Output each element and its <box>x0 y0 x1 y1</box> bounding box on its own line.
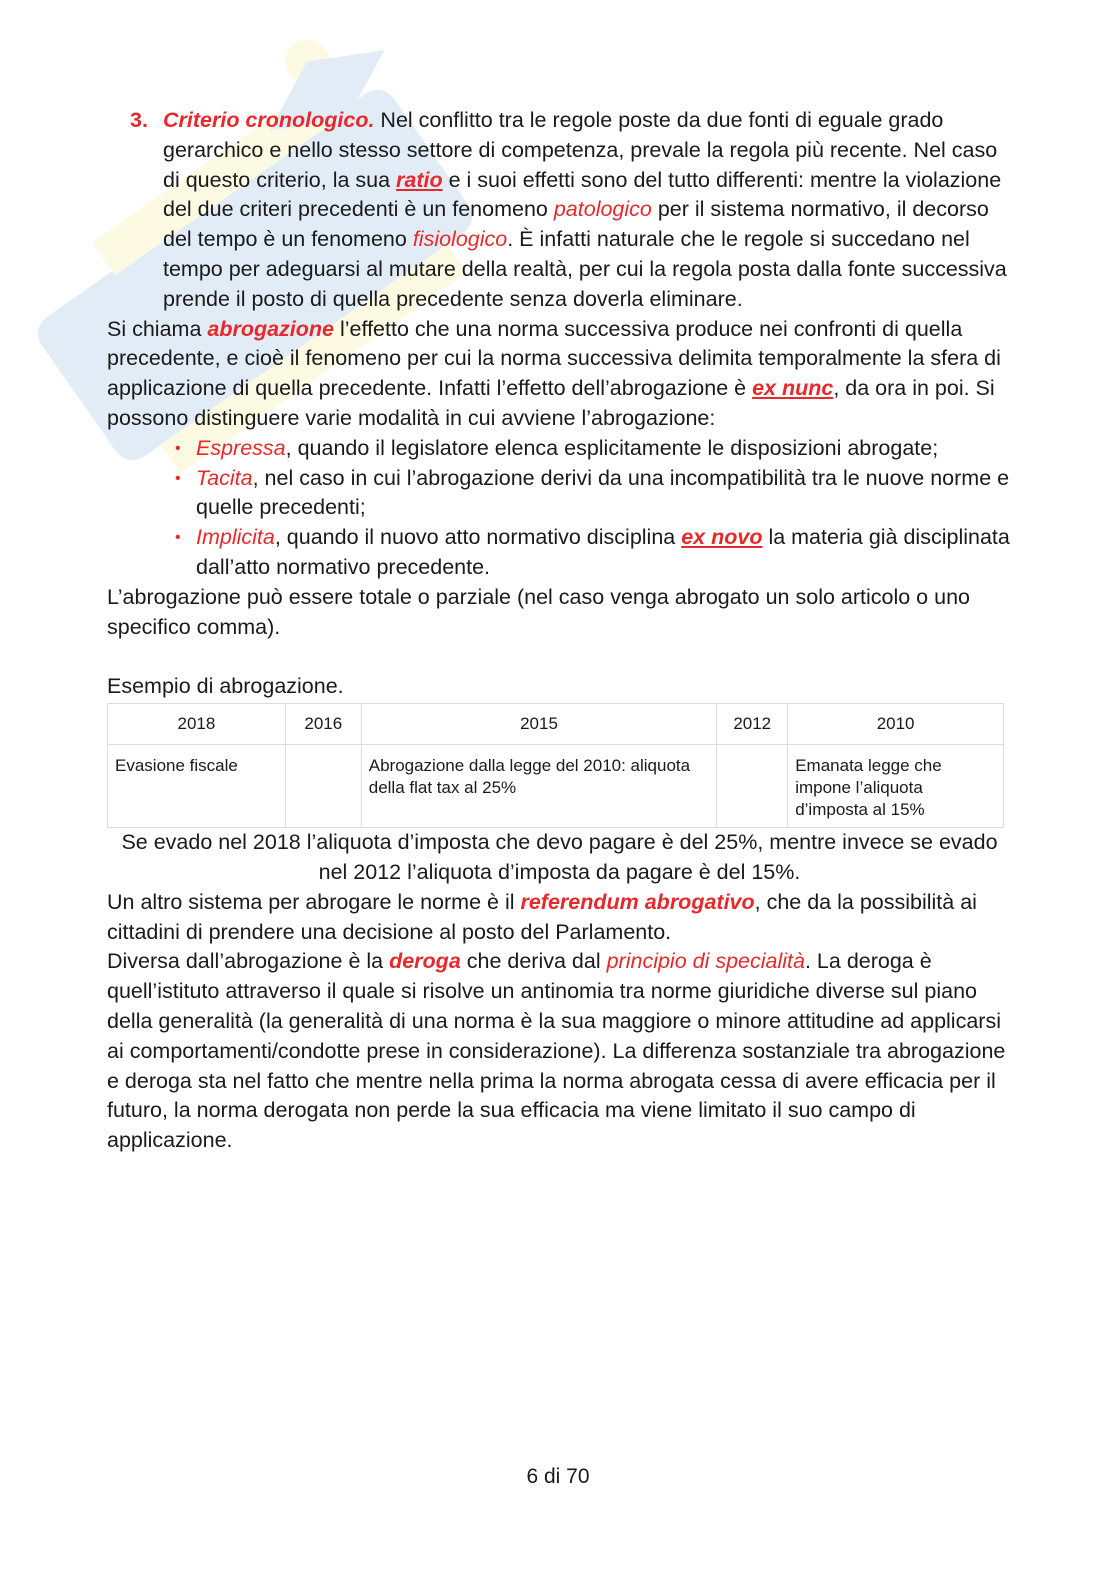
table-cell: Abrogazione dalla legge del 2010: aliquota della flat tax al 25% <box>361 745 717 828</box>
list-item: • Espressa, quando il legislatore elenca esplicitamente le disposizioni abrogate; <box>196 434 1012 464</box>
list-number: 3. <box>130 108 148 132</box>
patologico-term: patologico <box>553 197 652 222</box>
ex-novo-term: ex novo <box>681 525 763 550</box>
fisiologico-term: fisiologico <box>412 227 508 252</box>
bullet-icon: • <box>175 469 181 487</box>
principio-specialita-term: principio di specialità <box>606 949 805 974</box>
deroga-paragraph: Diversa dall’abrogazione è la deroga che deriva dal principio di specialità. La deroga è quell’istituto attraverso il quale si risolve un antinomia tra norme giuridiche diverse sul piano della generalità (la generalità di una norma è la sua maggiore o minore attitudine ad applicarsi ai comportamenti/condotte prese in considerazione). La differenza sostanziale tra abrogazione e deroga sta nel fatto che mentre nella prima la norma abrogata cessa di avere efficacia per il futuro, la norma derogata non perde la sua efficacia ma viene limitato il suo campo di applicazione. <box>107 949 1006 1153</box>
abrogazione-types-list <box>107 434 1012 583</box>
table-header-row <box>108 704 1004 745</box>
table-header-cell: 2018 <box>108 704 286 745</box>
list-item: • Tacita, nel caso in cui l’abrogazione derivi da una incompatibilità tra le nuove norme e quelle precedenti; <box>175 465 1010 520</box>
criterio-cronologico-item: 3. Criterio cronologico. Nel conflitto tra le regole poste da due fonti di eguale grado gerarchico e nello stesso settore di competenza, prevale la regola più recente. Nel caso di questo criterio, la sua ratio e i suoi effetti sono del tutto differenti: mentre la violazione del due criteri precedenti è un fenomeno patologico per il sistema normativo, il decorso del tempo è un fenomeno fisiologico. È infatti naturale che le regole si succedano nel tempo per adeguarsi al mutare della realtà, per cui la regola posta dalla fonte successiva prende il posto di quella precedente senza doverla eliminare. <box>130 108 1007 311</box>
table-header-cell: 2012 <box>717 704 788 745</box>
referendum-term: referendum abrogativo <box>520 889 755 914</box>
deroga-term: deroga <box>389 949 461 974</box>
example-result: Se evado nel 2018 l’aliquota d’imposta che devo pagare è del 25%, mentre invece se evado nel 2012 l’aliquota d’imposta da pagare è del 15%. <box>121 830 998 884</box>
abrogation-example-table <box>107 703 1004 828</box>
table-header-cell: 2015 <box>361 704 717 745</box>
bullet-icon: • <box>175 529 181 547</box>
table-cell <box>285 745 361 828</box>
table-cell: Emanata legge che impone l’aliquota d’imposta al 15% <box>788 745 1004 828</box>
criterio-title: Criterio cronologico. <box>163 108 375 132</box>
abrogazione-term: abrogazione <box>207 316 335 341</box>
table-cell <box>717 745 788 828</box>
example-label: Esempio di abrogazione. <box>107 674 344 699</box>
ratio-term: ratio <box>396 167 443 192</box>
page-content <box>107 106 1012 1156</box>
abrogazione-paragraph: Si chiama abrogazione l’effetto che una norma successiva produce nei confronti di quella precedente, e cioè il fenomeno per cui la norma successiva delimita temporalmente la sfera di applicazione di quella precedente. Infatti l’effetto dell’abrogazione è ex nunc, da ora in poi. Si possono distinguere varie modalità in cui avviene l’abrogazione: <box>107 316 1001 430</box>
page-number: 6 di 70 <box>526 1465 590 1488</box>
totale-parziale-paragraph: L’abrogazione può essere totale o parziale (nel caso venga abrogato un solo articolo o uno specifico comma). <box>107 584 970 639</box>
abrogazione-word: abrogazione <box>224 949 343 974</box>
ex-nunc-term: ex nunc <box>752 376 834 401</box>
table-cell: Evasione fiscale <box>108 745 286 828</box>
table-row <box>108 745 1004 828</box>
bullet-icon: • <box>175 439 181 457</box>
table-header-cell: 2016 <box>285 704 361 745</box>
table-header-cell: 2010 <box>788 704 1004 745</box>
list-item: • Implicita, quando il nuovo atto normativo disciplina ex novo la materia già disciplinata dall’atto normativo precedente. <box>175 525 1010 579</box>
referendum-paragraph: Un altro sistema per abrogare le norme è il referendum abrogativo, che da la possibilità ai cittadini di prendere una decisione al posto del Parlamento. <box>107 889 977 944</box>
